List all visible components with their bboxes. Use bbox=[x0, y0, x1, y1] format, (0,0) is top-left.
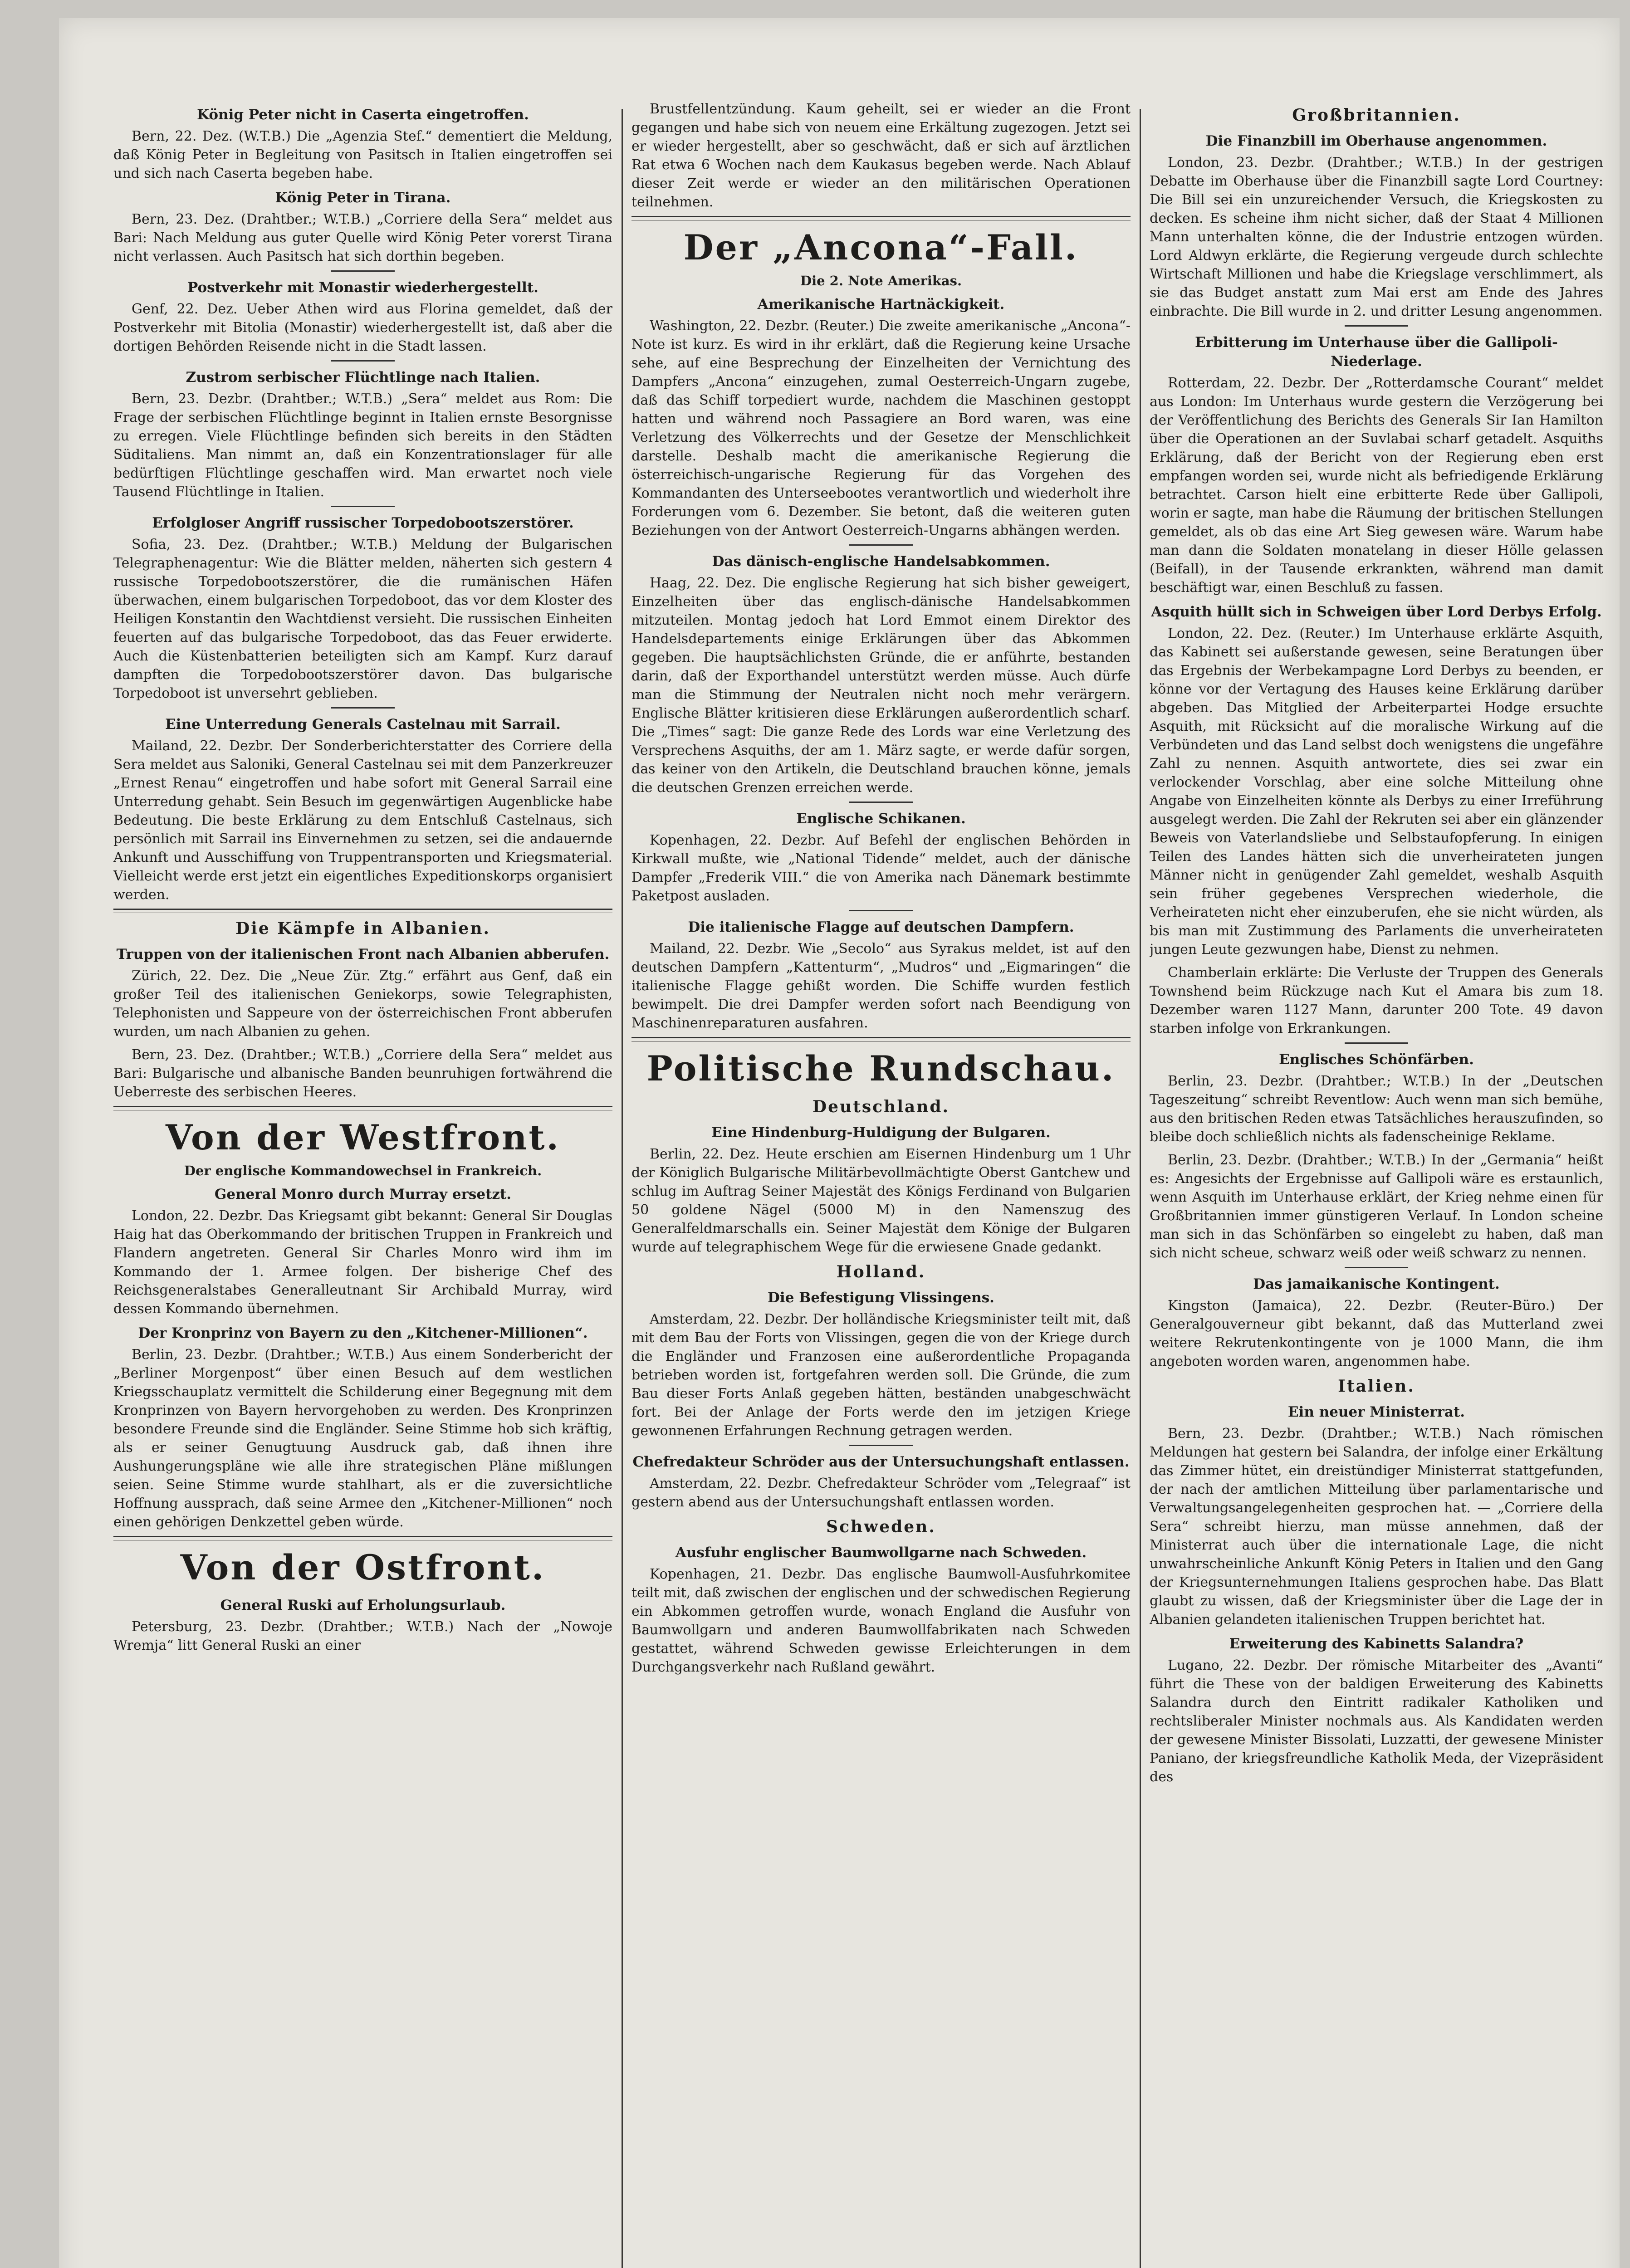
separator bbox=[331, 506, 395, 507]
separator bbox=[113, 1536, 612, 1540]
article-text: Berlin, 23. Dezbr. (Drahtber.; W.T.B.) In der „Deutschen Tageszeitung“ schreibt Reventlow: Auch wenn man sich bemühe, aus den britischen Reden etwas Tatsächliches herauszufinden, so bleibe doch schließlich nichts als fadenscheinige Reklame. bbox=[1150, 1073, 1603, 1145]
article-heading: König Peter in Tirana. bbox=[275, 190, 451, 206]
section-heading: Deutschland. bbox=[812, 1097, 950, 1116]
article-text: Bern, 23. Dezbr. (Drahtber.; W.T.B.) „Sera“ meldet aus Rom: Die Frage der serbischen Flüchtlinge beginnt in Italien ernste Besorgnisse zu erregen. Viele Flüchtlinge befinden sich bereits in den Städten Süditaliens. Man nimmt an, daß ein Konzentrationslager für alle bedürftigen Flüchtlinge geschaffen wird. Man erwartet noch viele Tausend Flüchtlinge in Italien. bbox=[113, 391, 612, 500]
column-rule bbox=[622, 109, 623, 2268]
article-text: London, 23. Dezbr. (Drahtber.; W.T.B.) In der gestrigen Debatte im Oberhause über die Finanzbill sagte Lord Courtney: Die Bill sei ein unzureichender Versuch, die Kriegskosten zu decken. Es scheine ihm nicht sicher, daß der Staat 4 Millionen Mann unterhalten könne, die der Industrie entzogen würden. Lord Aldwyn erklärte, die Regierung vergeude durch schlechte Wirtschaft Millionen und habe die Kriegslage verschlimmert, als sie das Budget anstatt zum Mai erst am Ende des Jahres einbrachte. Die Bill wurde in 2. und dritter Lesung angenommen. bbox=[1150, 155, 1603, 319]
article-text: Kopenhagen, 22. Dezbr. Auf Befehl der englischen Behörden in Kirkwall mußte, wie „National Tidende“ meldet, auch der dänische Dampfer „Frederik VIII.“ die von Amerika nach Dänemark bestimmte Paketpost ausladen. bbox=[631, 832, 1131, 904]
article-text: London, 22. Dezbr. Das Kriegsamt gibt bekannt: General Sir Douglas Haig hat das Oberkommando der britischen Truppen in Frankreich und Flandern angetreten. General Sir Charles Monro wird ihm im Kommando der 1. Armee folgen. Der bisherige Chef des Reichsgeneralstabes Generalleutnant Sir Archibald Murray, wird dessen Kommando übernehmen. bbox=[113, 1208, 612, 1317]
separator bbox=[631, 1037, 1131, 1041]
separator bbox=[1345, 1267, 1408, 1268]
article-text: Bern, 23. Dezbr. (Drahtber.; W.T.B.) Nach römischen Meldungen hat gestern bei Salandra, der infolge einer Erkältung das Zimmer hütet, ein dreistündiger Ministerrat stattgefunden, der nach der amtlichen Mitteilung über parlamentarische und Verwaltungsangelegenheiten gesprochen hat. — „Corriere della Sera“ schreibt hierzu, man müsse annehmen, daß der Ministerrat auch über die internationale Lage, die nicht unwahrscheinliche Ankunft König Peters in Italien und den Gang der Kriegsunternehmungen Italiens gesprochen habe. Das Blatt glaubt zu wissen, daß der Kriegsminister über die Lage der in Albanien gelandeten italienischen Truppen berichtet hat. bbox=[1150, 1426, 1603, 1628]
separator bbox=[849, 544, 913, 546]
section-heading: Die Kämpfe in Albanien. bbox=[235, 919, 491, 938]
article-heading: Asquith hüllt sich in Schweigen über Lord Derbys Erfolg. bbox=[1151, 604, 1602, 620]
separator bbox=[331, 707, 395, 709]
article-heading: Postverkehr mit Monastir wiederhergestellt. bbox=[187, 279, 538, 296]
article-text: Berlin, 23. Dezbr. (Drahtber.; W.T.B.) Aus einem Sonderbericht der „Berliner Morgenpost“ über einen Besuch auf dem westlichen Kriegsschauplatz vermittelt die Schilderung einer Begegnung mit dem Kronprinzen von Bayern hervorgehoben zu werden. Des Kronprinzen besondere Freunde sind die Engländer. Seine Stimme hob sich kräftig, als er seiner Genugtuung Ausdruck gab, daß ihnen ihre Aushungerungspläne wie alle ihre strategischen Pläne mißlungen seien. Seine Stimme wurde stahlhart, als er die zuversichtliche Hoffnung aussprach, daß seine Armee den „Kitchener-Millionen“ noch einen gehörigen Denkzettel geben würde. bbox=[113, 1347, 612, 1530]
separator bbox=[849, 802, 913, 803]
article-heading: Die italienische Flagge auf deutschen Dampfern. bbox=[688, 919, 1074, 935]
article-text: Mailand, 22. Dezbr. Der Sonderberichterstatter des Corriere della Sera meldet aus Saloniki, General Castelnau sei mit dem Panzerkreuzer „Ernest Renau“ eingetroffen und habe sofort mit General Sarrail eine Unterredung gehabt. Sein Besuch im gegenwärtigen Augenblicke habe Bedeutung. Die beste Erklärung zu dem Entschluß Castelnaus, sich persönlich mit Sarrail ins Einvernehmen zu setzen, sei die andauernde Ankunft und Ausschiffung von Truppentransporten und Kriegsmaterial. Vielleicht werde erst jetzt ein eigentliches Expeditionskorps organisiert werden. bbox=[113, 738, 612, 903]
article-text: London, 22. Dez. (Reuter.) Im Unterhause erklärte Asquith, das Kabinett sei außerstande gewesen, seine Beratungen über das Ergebnis der Werbekampagne Lord Derbys zu beenden, er könne vor der Vertagung des Hauses keine Erklärung darüber abgeben. Das Mitglied der Arbeiterpartei Hodge ersuchte Asquith, mit Rücksicht auf die moralische Wirkung auf die Verbündeten und das Land selbst doch wenigstens die ungefähre Zahl zu nennen. Asquith antwortete, dies sei zwar ein verlockender Vorschlag, aber eine solche Mitteilung ohne Angabe von Einzelheiten könnte als Derbys zu einer Irreführung ausgelegt werden. Die Zahl der Rekruten sei aber ein glänzender Beweis von Vaterlandsliebe und Selbstaufopferung. In einigen Teilen des Landes hätten sich die unverheirateten jungen Männer nicht in genügender Zahl gemeldet, weshalb Asquith sein früher gegebenes Versprechen wiederhole, die Verheirateten nicht eher einzuberufen, ehe sie nicht würden, als bis man mit Zustimmung des Parlaments die unverheirateten jungen Leute gezwungen habe, Dienst zu nehmen. bbox=[1150, 626, 1603, 958]
article-text: Zürich, 22. Dez. Die „Neue Zür. Ztg.“ erfährt aus Genf, daß ein großer Teil des italienischen Geniekorps, sowie Telegraphisten, Telephonisten und Sappeure von der österreichischen Front abberufen wurden, um nach Albanien zu gehen. bbox=[113, 968, 612, 1040]
article-heading: Englisches Schönfärben. bbox=[1279, 1051, 1474, 1068]
section-banner: Von der Ostfront. bbox=[180, 1547, 546, 1588]
article-text: Petersburg, 23. Dezbr. (Drahtber.; W.T.B.) Nach der „Nowoje Wremja“ litt General Ruski an einer bbox=[113, 1619, 612, 1653]
article-heading: Der Kronprinz von Bayern zu den „Kitchener-Millionen“. bbox=[138, 1325, 588, 1341]
article-heading: Zustrom serbischer Flüchtlinge nach Italien. bbox=[186, 369, 540, 386]
section-banner: Politische Rundschau. bbox=[646, 1048, 1116, 1089]
article-heading: Amerikanische Hartnäckigkeit. bbox=[757, 296, 1005, 313]
article-text: Lugano, 22. Dezbr. Der römische Mitarbeiter des „Avanti“ führt die These von der baldigen Erweiterung des Kabinetts Salandra durch den Eintritt radikaler Katholiken und rechtsliberaler Minister nochmals aus. Als Kandidaten werden der gewesene Minister Bissolati, Luzzatti, der gewesene Minister Paniano, der kriegsfreundliche Katholik Meda, der Vizepräsident des bbox=[1150, 1657, 1603, 1785]
article-text: Chamberlain erklärte: Die Verluste der Truppen des Generals Townshend beim Rückzuge nach Kut el Amara bis zum 18. Dezember waren 1127 Mann, darunter 200 Tote. 49 davon starben infolge von Erkrankungen. bbox=[1150, 965, 1603, 1036]
column-1 bbox=[113, 100, 612, 2268]
separator bbox=[849, 910, 913, 911]
article-heading: Erfolgloser Angriff russischer Torpedobootszerstörer. bbox=[152, 515, 574, 531]
section-heading: Schweden. bbox=[826, 1517, 936, 1536]
section-banner: Von der Westfront. bbox=[165, 1117, 561, 1158]
separator bbox=[113, 1106, 612, 1110]
article-text: Kingston (Jamaica), 22. Dezbr. (Reuter-Büro.) Der Generalgouverneur gibt bekannt, daß das Mutterland zwei weitere Rekrutenkontingente von je 1000 Mann, die ihm angeboten worden waren, angenommen habe. bbox=[1150, 1298, 1603, 1369]
article-heading: General Monro durch Murray ersetzt. bbox=[214, 1186, 512, 1202]
article-heading: Truppen von der italienischen Front nach Albanien abberufen. bbox=[116, 946, 610, 963]
section-heading: Holland. bbox=[836, 1262, 926, 1281]
article-text: Bern, 23. Dez. (Drahtber.; W.T.B.) „Corriere della Sera“ meldet aus Bari: Nach Meldung aus guter Quelle wird König Peter vorerst Tirana nicht verlassen. Auch Pasitsch hat sich dorthin begeben. bbox=[113, 211, 612, 264]
article-text: Kopenhagen, 21. Dezbr. Das englische Baumwoll-Ausfuhrkomitee teilt mit, daß zwischen der englischen und der schwedischen Regierung ein Abkommen getroffen wurde, wonach England die Ausfuhr von Baumwollgarn und anderen Baumwollfabrikaten nach Schweden gestattet, während Schweden gewisse Erleichterungen in dem Durchgangsverkehr nach Rußland gewährt. bbox=[631, 1566, 1131, 1675]
article-heading: Eine Hindenburg-Huldigung der Bulgaren. bbox=[711, 1124, 1051, 1141]
column-3 bbox=[1150, 100, 1603, 2268]
separator bbox=[331, 360, 395, 362]
article-heading: General Ruski auf Erholungsurlaub. bbox=[220, 1597, 506, 1613]
article-heading: Das dänisch-englische Handelsabkommen. bbox=[712, 553, 1050, 570]
article-text: Bern, 22. Dez. (W.T.B.) Die „Agenzia Stef.“ dementiert die Meldung, daß König Peter in Begleitung von Pasitsch in Italien eingetroffen sei und sich nach Caserta begeben habe. bbox=[113, 128, 612, 181]
article-heading: Eine Unterredung Generals Castelnau mit Sarrail. bbox=[165, 716, 561, 733]
article-heading: Erbitterung im Unterhause über die Gallipoli-Niederlage. bbox=[1195, 334, 1558, 370]
section-heading: Italien. bbox=[1338, 1377, 1415, 1396]
article-heading: Chefredakteur Schröder aus der Untersuchungshaft entlassen. bbox=[632, 1454, 1130, 1470]
article-text: Berlin, 22. Dez. Heute erschien am Eisernen Hindenburg um 1 Uhr der Königlich Bulgarische Militärbevollmächtigte Oberst Gantchew und schlug im Auftrag Seiner Majestät des Königs Ferdinand von Bulgarien 50 goldene Nägel (5000 M) in den Namenszug des Generalfeldmarschalls ein. Seiner Majestät dem Könige der Bulgaren wurde auf telegraphischem Wege für die erwiesene Gnade gedankt. bbox=[631, 1146, 1131, 1255]
column-2 bbox=[631, 100, 1131, 2268]
article-text: Amsterdam, 22. Dezbr. Chefredakteur Schröder vom „Telegraaf“ ist gestern abend aus der Untersuchungshaft entlassen worden. bbox=[631, 1476, 1131, 1510]
article-heading: Englische Schikanen. bbox=[796, 811, 966, 827]
article-heading: Ein neuer Ministerrat. bbox=[1287, 1404, 1465, 1420]
article-heading: Das jamaikanische Kontingent. bbox=[1253, 1276, 1500, 1292]
separator bbox=[631, 216, 1131, 220]
section-subtitle: Die 2. Note Amerikas. bbox=[800, 273, 962, 288]
separator bbox=[1345, 325, 1408, 327]
article-text: Brustfellentzündung. Kaum geheilt, sei er wieder an die Front gegangen und habe sich von neuem eine Erkältung zugezogen. Jetzt sei er wieder hergestellt, aber so geschwächt, daß er sich auf ärztlichen Rat etwa 6 Wochen nach dem Kaukasus begeben werde. Nach Ablauf dieser Zeit werde er wieder an den militärischen Operationen teilnehmen. bbox=[631, 101, 1131, 210]
article-text: Mailand, 22. Dezbr. Wie „Secolo“ aus Syrakus meldet, ist auf den deutschen Dampfern „Kattenturm“, „Mudros“ und „Eigmaringen“ die italienische Flagge gehißt worden. Die Schiffe wurden festlich bewimpelt. Die drei Dampfer werden sofort nach Beendigung von Maschinenreparaturen ausfahren. bbox=[631, 941, 1131, 1031]
article-text: Haag, 22. Dez. Die englische Regierung hat sich bisher geweigert, Einzelheiten über das englisch-dänische Handelsabkommen mitzuteilen. Montag jedoch hat Lord Emmot einem Direktor des Handelsdepartements einige Erklärungen über das Abkommen gegeben. Die hauptsächlichsten Gründe, die er anführte, bestanden darin, daß der Exporthandel unterstützt werden müsse. Auch dürfe man die Stimmung der Neutralen nicht noch mehr verärgern. Englische Blätter kritisieren diese Erklärungen außerordentlich scharf. Die „Times“ sagt: Die ganze Rede des Lords war eine Verletzung des Versprechens Asquiths, der am 1. März sagte, er werde dafür sorgen, das keiner von den Artikeln, die Deutschland brauchen könne, jemals die deutschen Grenzen erreichen werde. bbox=[631, 575, 1131, 796]
article-text: Washington, 22. Dezbr. (Reuter.) Die zweite amerikanische „Ancona“-Note ist kurz. Es wird in ihr erklärt, daß die Regierung keine Ursache sehe, auf eine Besprechung der Einzelheiten der Vernichtung des Dampfers „Ancona“ einzugehen, zumal Oesterreich-Ungarn zugebe, daß das Schiff torpediert wurde, nachdem die Maschinen gestoppt hatten und während noch Passagiere an Bord waren, was eine Verletzung des Völkerrechts und der Gesetze der Menschlichkeit darstelle. Deshalb macht die amerikanische Regierung die österreichisch-ungarische Regierung für das Vorgehen des Kommandanten des Unterseebootes verantwortlich und wiederholt ihre Forderungen vom 6. Dezember. Sie betont, daß die weiteren guten Beziehungen von der Antwort Oesterreich-Ungarns abhängen werden. bbox=[631, 318, 1131, 538]
article-heading: Ausfuhr englischer Baumwollgarne nach Schweden. bbox=[675, 1545, 1087, 1561]
article-text: Amsterdam, 22. Dezbr. Der holländische Kriegsminister teilt mit, daß mit dem Bau der Forts von Vlissingen, gegen die von der Kriege durch die Engländer und Franzosen eine außerordentliche Propaganda betrieben worden ist, fortgefahren werden soll. Die Gründe, die zum Bau dieser Forts Anlaß gegeben hätten, beständen unabgeschwächt fort. Bei der Anlage der Forts werde den im jetzigen Kriege gewonnenen Erfahrungen Rechnung getragen werden. bbox=[631, 1311, 1131, 1439]
article-text: Genf, 22. Dez. Ueber Athen wird aus Florina gemeldet, daß der Postverkehr mit Bitolia (Monastir) wiederhergestellt ist, daß aber die dortigen Behörden Reisende nicht in die Stadt lassen. bbox=[113, 301, 612, 354]
article-heading: Die Befestigung Vlissingens. bbox=[768, 1290, 994, 1306]
separator bbox=[849, 1445, 913, 1446]
separator bbox=[1345, 1042, 1408, 1044]
column-rule bbox=[1140, 109, 1141, 2268]
article-heading: Die Finanzbill im Oberhause angenommen. bbox=[1205, 133, 1547, 149]
separator bbox=[113, 909, 612, 913]
section-banner: Der „Ancona“-Fall. bbox=[683, 227, 1079, 268]
newspaper-page bbox=[59, 18, 1620, 2268]
article-text: Sofia, 23. Dez. (Drahtber.; W.T.B.) Meldung der Bulgarischen Telegraphenagentur: Wie die Blätter melden, näherten sich gestern 4 russische Torpedobootszerstörer, die die rumänischen Häfen überwachen, einem bulgarischen Torpedoboot, das vor dem Kloster des Heiligen Konstantin den Wachtdienst versieht. Die russischen Einheiten feuerten auf das bulgarische Torpedoboot, das das Feuer erwiderte. Auch die Küstenbatterien beteiligten sich am Kampf. Kurz darauf dampften die Torpedobootszerstörer davon. Das bulgarische Torpedoboot ist unversehrt geblieben. bbox=[113, 537, 612, 701]
article-heading: König Peter nicht in Caserta eingetroffen. bbox=[197, 107, 529, 123]
article-heading: Erweiterung des Kabinetts Salandra? bbox=[1229, 1636, 1524, 1652]
section-subtitle: Der englische Kommandowechsel in Frankreich. bbox=[184, 1163, 542, 1178]
article-text: Rotterdam, 22. Dezbr. Der „Rotterdamsche Courant“ meldet aus London: Im Unterhaus wurde gestern die Verzögerung bei der Veröffentlichung des Berichts des Generals Sir Ian Hamilton über die Operationen an der Suvlabai scharf getadelt. Asquiths Erklärung, daß der Bericht von der Regierung eben erst empfangen worden sei, wurde nicht als befriedigende Erklärung betrachtet. Carson hielt eine erbitterte Rede über Gallipoli, worin er sagte, man habe die Räumung der britischen Stellungen gemeldet, als ob das eine Art Sieg gewesen wäre. Warum habe man dann die Soldaten monatelang in dieser Hölle gelassen (Beifall), in der Tausende erkrankten, während man damit beschäftigt war, einen Beschluß zu fassen. bbox=[1150, 375, 1603, 596]
article-text: Bern, 23. Dez. (Drahtber.; W.T.B.) „Corriere della Sera“ meldet aus Bari: Bulgarische und albanische Banden beunruhigen fortwährend die Ueberreste des serbischen Heeres. bbox=[113, 1047, 612, 1100]
article-text: Berlin, 23. Dezbr. (Drahtber.; W.T.B.) In der „Germania“ heißt es: Angesichts der Ergebnisse auf Gallipoli wäre es erstaunlich, wenn Asquith im Unterhause erklärt, der Krieg nehme einen für Großbritannien immer günstigeren Verlauf. In London scheine man sich in das Schönfärben so eingelebt zu haben, daß man sich nicht scheue, schwarz weiß oder weiß schwarz zu nennen. bbox=[1150, 1152, 1603, 1261]
separator bbox=[331, 270, 395, 272]
section-heading: Großbritannien. bbox=[1292, 106, 1461, 125]
